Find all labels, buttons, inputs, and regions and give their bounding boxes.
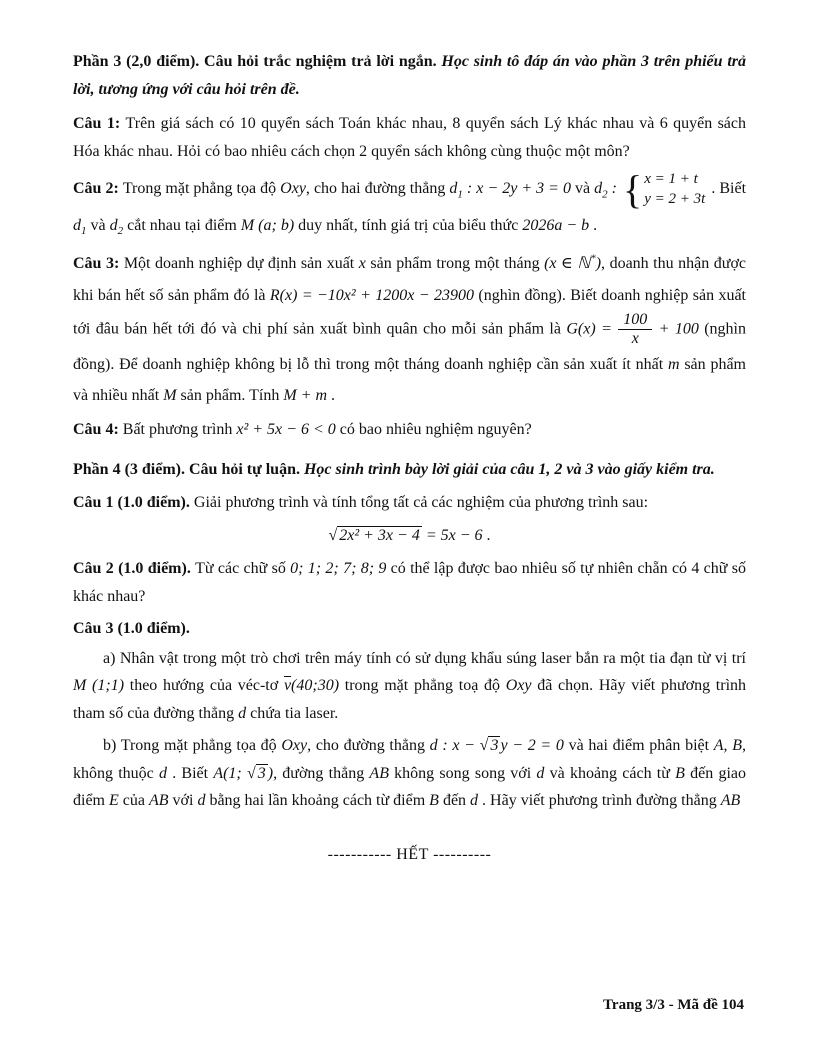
part4-heading [73,456,746,484]
text-run: , cho đường thẳng [307,737,430,755]
text-run: Câu 1: [73,115,126,133]
text-run: Trên giá sách có 10 quyển sách Toán khác nhau, 8 quyển sách Lý khác nhau và 6 quyển sách Hóa khác nhau. Hỏi có bao nhiêu cách chọn 2 quyển sách không cùng thuộc một môn? [73,115,747,160]
math-text: d [73,217,81,235]
text-run: . [327,386,336,404]
math-text: = 5x − 6 [421,526,483,544]
text-run: sản phẩm. Tính [176,386,284,404]
p3-cau2 [73,166,747,243]
math-text: y − 2 = 0 [500,737,564,755]
footer-page-label: Trang 3/3 - Mã đề 104 [603,997,744,1013]
fraction [617,311,653,349]
text-run: đã chọn. Hãy viết phương trình tham số của đường thẳng [73,677,747,722]
sup-script: * [590,253,596,266]
math-text: R(x) = −10x² + 1200x − 23900 [269,286,474,304]
text-run: . Hãy viết phương trình đường thẳng [478,792,721,810]
math-text: M (a; b) [240,217,295,235]
math-text: M (1;1) [73,677,125,695]
text-run: Bất phương trình [122,420,237,438]
math-text: d [158,764,167,782]
square-root [480,736,501,754]
text-run: Câu 2: [73,180,123,198]
math-text: + 100 [653,320,699,338]
text-run: với [168,792,198,810]
text-run: , cho hai đường thẳng [305,180,450,198]
text-run: a) Nhân vật trong một trò chơi trên máy tính có sử dụng khẩu súng laser bắn ra một tia đạn từ vị trí [103,649,746,667]
p3-cau1 [73,110,746,165]
text-run: Từ các chữ số [195,560,291,578]
math-text: B [675,764,685,782]
text-run: duy nhất, tính giá trị của biểu thức [294,217,523,235]
math-text: AB [369,764,389,782]
text-run: Câu 3 (1.0 điểm). [73,620,190,638]
math-text: E [109,792,119,810]
p4-cau3a [73,645,746,728]
page-footer [603,997,744,1014]
math-text: d : x − [429,737,480,755]
text-run: b) Trong mặt phẳng tọa độ [103,737,282,755]
text-run: chứa tia laser. [246,704,339,722]
text-run: (nghìn đồng). Để doanh nghiệp không bị lỗ thì trong một tháng doanh nghiệp cần sản xuất ít nhất [73,320,747,373]
p4-cau2 [73,555,746,610]
text-run: có bao nhiêu nghiệm nguyên? [335,420,532,438]
p4-cau3-heading [73,615,746,643]
text-run: , đường thẳng [273,764,370,782]
math-text: (x ∈ ℕ [544,255,591,273]
text-run: đến [438,792,471,810]
equation-line: y = 2 + 3t [644,190,706,207]
text-run: không song song với [388,764,537,782]
sub-script: 1 [81,225,87,238]
text-run: Câu 1 (1.0 điểm). [73,494,190,512]
radicand: 3 [490,737,499,755]
math-text: d [238,704,247,722]
text-run: sản phẩm và nhiều nhất [73,355,746,404]
text-run: ----------- HẾT ---------- [327,845,492,863]
math-text: (40;30) [291,677,340,695]
fraction-denominator: x [631,330,639,348]
fraction-numerator: 100 [618,311,652,330]
p3-cau3 [73,248,746,411]
text-run: Phần 4 (3 điểm). Câu hỏi tự luận. [73,460,304,478]
radicand: 3 [257,764,266,782]
equation-system-lines [644,170,705,209]
math-text: M + m [283,386,328,404]
text-run: và khoảng cách từ [544,764,676,782]
math-text: d [594,180,603,198]
radical-symbol: √ [479,737,489,755]
math-text: 2026a − b [522,217,590,235]
math-text: M [163,386,177,404]
math-text: m [667,355,680,373]
radicand: 2x² + 3x − 4 [339,526,420,544]
radical-symbol: √ [246,764,256,782]
math-text: G(x) = [566,320,618,338]
text-run: và [86,217,110,235]
math-text: d [470,792,479,810]
math-text: d [449,180,458,198]
equation-line: x = 1 + t [644,171,698,188]
math-text: B [429,792,439,810]
math-text: d [536,764,545,782]
text-run: Phần 3 (2,0 điểm). Câu hỏi trắc nghiệm trả lời ngắn. [73,53,442,70]
text-run: không thuộc [73,764,159,782]
math-text: AB [148,792,169,810]
sub-script: 1 [457,188,463,201]
het-line [73,841,746,869]
math-text: : [607,180,622,198]
math-text: 0; 1; 2; 7; 8; 9 [290,560,387,578]
text-run: Câu 3: [73,255,124,273]
math-text: ) [267,764,274,782]
left-brace-symbol: { [623,166,643,212]
math-text: ) [595,255,602,273]
document-body [73,48,746,873]
text-run: của [118,792,149,810]
text-run: trong mặt phẳng toạ độ [339,677,506,695]
p4-cau3b [73,732,746,815]
math-text: AB [720,792,741,810]
sub-script: 2 [117,225,124,238]
math-text: A(1; [213,764,247,782]
text-run: cắt nhau tại điểm [123,217,241,235]
p4-equation [73,522,746,550]
text-run: (nghìn đồng). Biết doanh nghiệp sản xuất tới đâu bán hết tới đó và chi phí sản xuất bình quân cho mỗi sản phẩm là [73,286,747,338]
radical-symbol: √ [328,526,338,544]
math-text: Oxy [281,737,308,755]
math-text: x [358,255,366,273]
text-run: . Biết [166,764,214,782]
square-root [328,526,421,544]
vector-symbol: $\overline{v}$ [283,677,292,695]
math-text: d [197,792,206,810]
text-run: Một doanh nghiệp dự định sản xuất [123,255,359,273]
text-run: có thể lập được bao nhiêu số tự nhiên chẵn có 4 chữ số khác nhau? [73,560,746,605]
text-run: . Biết [707,180,747,198]
text-run: Học sinh trình bày lời giải của câu 1, 2 và 3 vào giấy kiểm tra. [303,460,715,478]
text-run: bằng hai lần khoảng cách từ điểm [205,792,430,810]
text-run: sản phẩm trong một tháng [365,255,545,273]
text-run: và hai điểm phân biệt [563,737,714,755]
math-text: d [109,217,118,235]
part3-heading [73,48,746,103]
text-run: Học sinh tô đáp án vào phần 3 trên phiếu trả lời, tương ứng với câu hỏi trên đề. [73,53,746,98]
math-text: : x − 2y + 3 = 0 [462,180,571,198]
text-run: theo hướng của véc-tơ [124,677,284,695]
text-run: . [482,526,491,544]
math-text: x² + 5x − 6 < 0 [236,420,336,438]
sub-script: 2 [602,188,608,201]
text-run: và [571,180,595,198]
p3-cau4 [73,416,746,444]
math-text: Oxy [505,677,532,695]
text-run: Câu 4: [73,420,123,438]
text-run: , doanh thu nhận được khi bán hết số sản phẩm đó là [73,255,747,304]
equation-system [623,166,706,212]
text-run: Trong mặt phẳng tọa độ [122,180,281,198]
text-run: Câu 2 (1.0 điểm). [73,560,196,578]
text-run: . [589,217,598,235]
text-run: đến giao điểm [73,764,747,810]
square-root [247,764,268,782]
text-run: Giải phương trình và tính tổng tất cả các nghiệm của phương trình sau: [189,494,649,512]
p4-cau1 [73,489,746,517]
math-text: A, B, [713,737,747,755]
math-text: Oxy [280,180,306,198]
